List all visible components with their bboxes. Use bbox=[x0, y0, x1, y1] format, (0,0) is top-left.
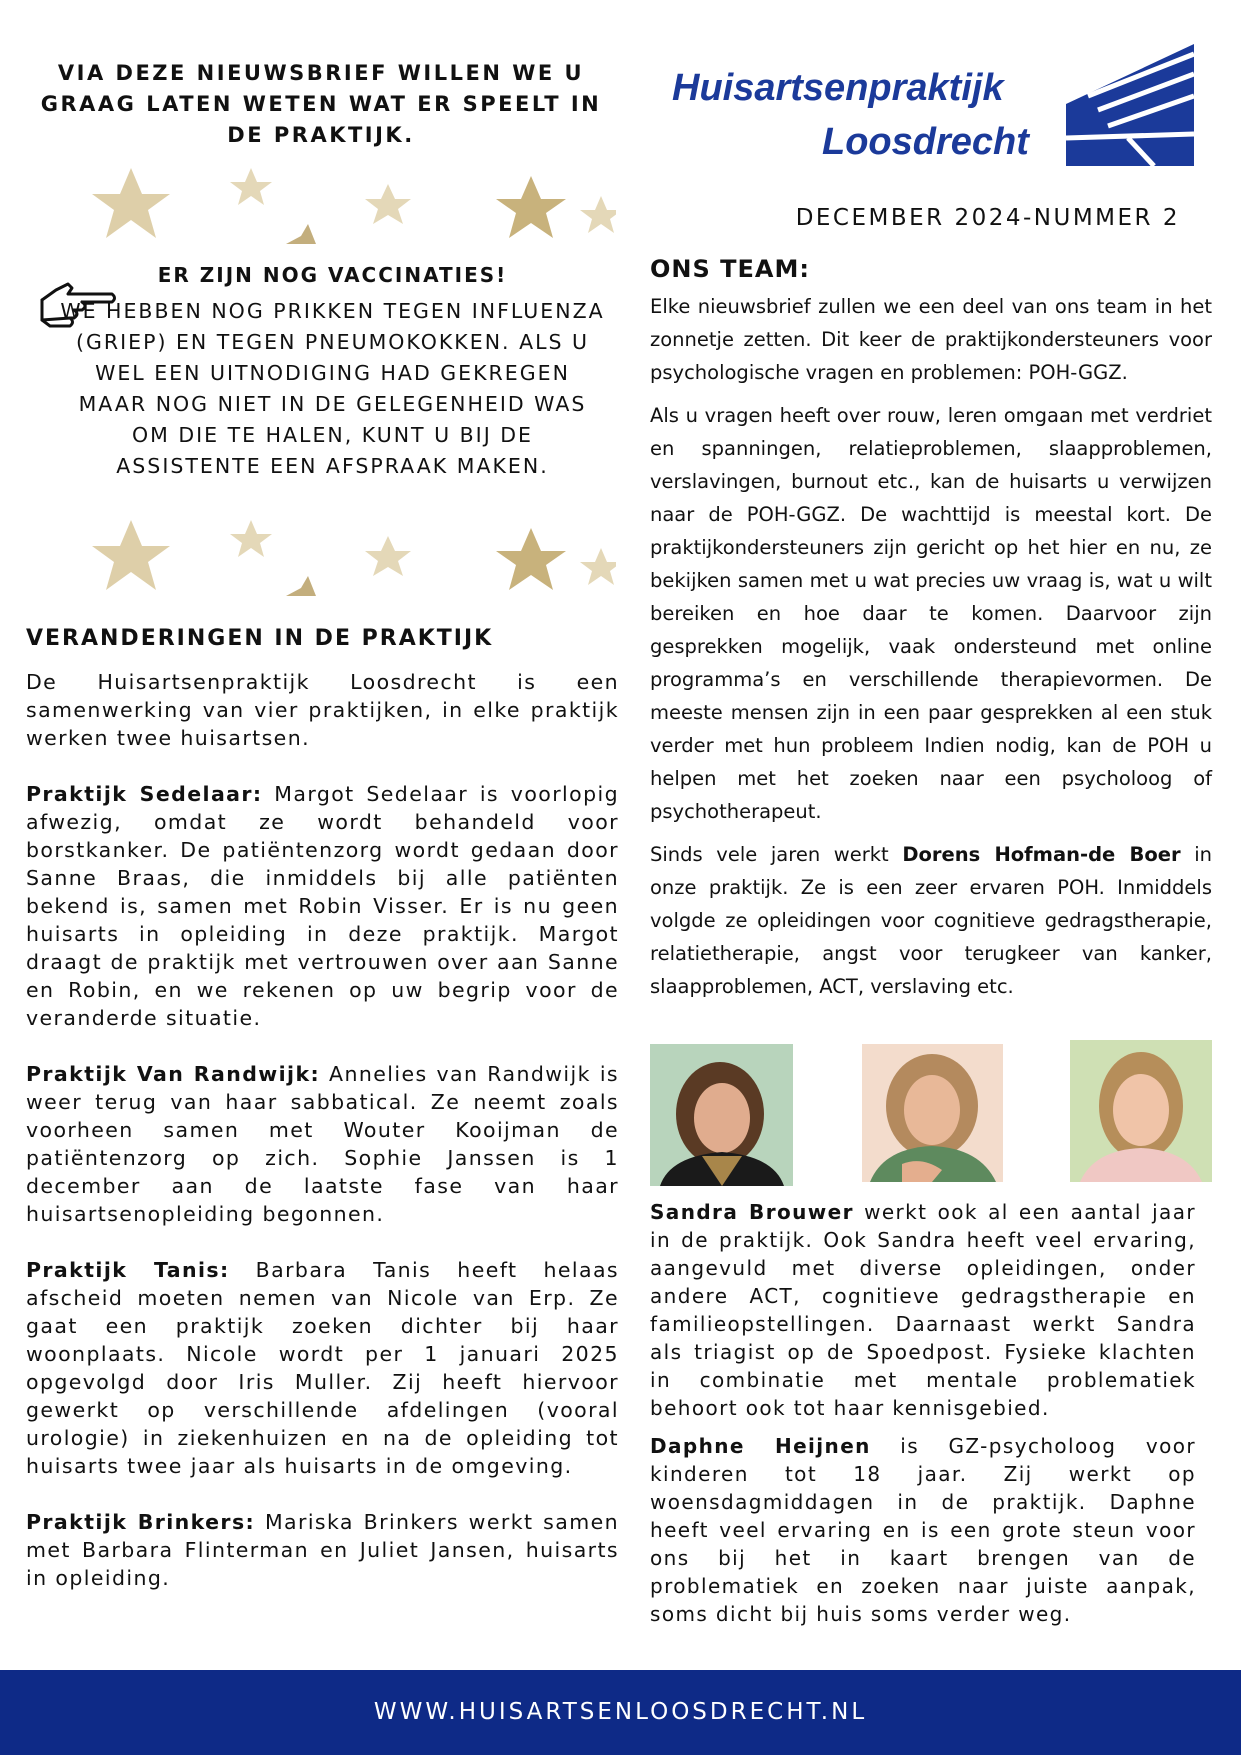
practice-name: Praktijk Sedelaar: bbox=[26, 782, 263, 806]
text-span: is GZ-psycholoog voor kinderen tot 18 jaar. Zij werkt op woensdagmiddagen in de praktijk. Daphne heeft veel ervaring en is een grote steun voor ons bij het in kaart brengen van de problematiek en zoeken naar juiste aanpak, soms dicht bij huis soms verder weg. bbox=[650, 1434, 1196, 1626]
team-poh-description: Als u vragen heeft over rouw, leren omgaan met verdriet en spanningen, relatieproblemen, slaapproblemen, verslavingen, burnout etc., kan de huisarts u verwijzen naar de POH-GGZ. De wachttijd is meestal kort. De praktijkondersteuners zijn gericht op het hier en nu, ze bekijken samen met u wat precies uw vraag is, wat u wilt bereiken en hoe daar te komen. Daarvoor zijn gesprekken mogelijk, vaak ondersteund met online programma’s en verschillende therapievormen. De meeste mensen zijn in een paar gesprekken al een stuk verder met hun probleem Indien nodig, kan de POH u helpen met het zoeken naar een psycholoog of psychotherapeut. bbox=[650, 404, 1212, 823]
stars-decoration-top bbox=[86, 166, 616, 244]
vaccination-body: WE HEBBEN NOG PRIKKEN TEGEN INFLUENZA (GRIEP) EN TEGEN PNEUMOKOKKEN. ALS U WEL EEN UITNODIGING HAD GEKREGEN MAAR NOG NIET IN DE GELEGENHEID WAS OM DIE TE HALEN, KUNT U BIJ DE ASSISTENTE EEN AFSPRAAK MAKEN. bbox=[60, 299, 605, 478]
person-name: Daphne Heijnen bbox=[650, 1434, 871, 1458]
photo-dorens bbox=[650, 1044, 793, 1186]
text-span: Sinds vele jaren werkt bbox=[650, 843, 903, 866]
team-intro: Elke nieuwsbrief zullen we een deel van ons team in het zonnetje zetten. Dit keer de praktijkondersteuners voor psychologische vragen en problemen: POH-GGZ. bbox=[650, 295, 1212, 384]
logo-line2: Loosdrecht bbox=[822, 121, 1029, 163]
person-name: Dorens Hofman-de Boer bbox=[902, 843, 1181, 866]
team-body bbox=[650, 290, 1212, 1013]
changes-body bbox=[26, 668, 619, 1620]
photo-daphne bbox=[1070, 1040, 1212, 1182]
practice-text: Barbara Tanis heeft helaas afscheid moeten nemen van Nicole van Erp. Ze gaat een praktijk zoeken dichter bij haar woonplaats. Nicole wordt per 1 januari 2025 opgevolgd door Iris Muller. Zij heeft hiervoor gewerkt op verschillende afdelingen (vooral urologie) in ziekenhuizen en na de opleiding tot huisarts twee jaar als huisarts in de omgeving. bbox=[26, 1258, 620, 1478]
text-span: in onze praktijk. Ze is een zeer ervaren POH. Inmiddels volgde ze opleidingen voor cognitieve gedragstherapie, relatietherapie, angst voor terugkeer van kanker, slaapproblemen, ACT, verslaving etc. bbox=[650, 843, 1213, 998]
team-body-continued bbox=[650, 1198, 1196, 1638]
text-span: werkt ook al een aantal jaar in de praktijk. Ook Sandra heeft veel ervaring, aangevuld met diverse opleidingen, onder andere ACT, cognitieve gedragstherapie en familieopstellingen. Daarnaast werkt Sandra als triagist op de Spoedpost. Fysieke klachten in combinatie met mentale problematiek behoort ook tot haar kennisgebied. bbox=[650, 1200, 1196, 1420]
practice-logo bbox=[660, 40, 1200, 170]
issue-label: DECEMBER 2024-NUMMER 2 bbox=[795, 205, 1180, 231]
stars-decoration-bottom bbox=[86, 518, 616, 596]
practice-name: Praktijk Tanis: bbox=[26, 1258, 230, 1282]
changes-intro: De Huisartsenpraktijk Loosdrecht is een samenwerking van vier praktijken, in elke praktijk werken twee huisartsen. bbox=[26, 670, 619, 750]
changes-title: VERANDERINGEN IN DE PRAKTIJK bbox=[26, 626, 494, 651]
practice-name: Praktijk Brinkers: bbox=[26, 1510, 256, 1534]
practice-sedelaar bbox=[26, 780, 619, 1032]
practice-name: Praktijk Van Randwijk: bbox=[26, 1062, 321, 1086]
person-name: Sandra Brouwer bbox=[650, 1200, 854, 1224]
logo-line1: Huisartsenpraktijk bbox=[672, 67, 1004, 109]
vaccination-title: ER ZIJN NOG VACCINATIES! bbox=[157, 263, 508, 287]
practice-tanis bbox=[26, 1256, 619, 1480]
practice-brinkers bbox=[26, 1508, 619, 1592]
practice-text: Margot Sedelaar is voorlopig afwezig, omdat ze wordt behandeld voor borstkanker. De patiëntenzorg wordt gedaan door Sanne Braas, die inmiddels bij alle patiënten bekend is, samen met Robin Visser. Er is nu geen huisarts in opleiding in deze praktijk. Margot draagt de praktijk met vertrouwen over aan Sanne en Robin, en we rekenen op uw begrip voor de veranderde situatie. bbox=[26, 782, 619, 1030]
footer-website-link[interactable]: WWW.HUISARTSENLOOSDRECHT.NL bbox=[373, 1699, 868, 1725]
team-dorens bbox=[650, 838, 1212, 1003]
practice-van-randwijk bbox=[26, 1060, 619, 1228]
newsletter-intro: VIA DEZE NIEUWSBRIEF WILLEN WE U GRAAG LATEN WETEN WAT ER SPEELT IN DE PRAKTIJK. bbox=[40, 61, 602, 147]
photo-sandra bbox=[862, 1044, 1003, 1182]
practice-text: Annelies van Randwijk is weer terug van haar sabbatical. Ze neemt zoals voorheen samen met Wouter Kooijman de patiëntenzorg op zich. Sophie Janssen is 1 december aan de laatste fase van haar huisartsenopleiding begonnen. bbox=[26, 1062, 620, 1226]
logo-mark-icon bbox=[1058, 44, 1194, 170]
practice-text: Mariska Brinkers werkt samen met Barbara Flinterman en Juliet Jansen, huisarts in opleiding. bbox=[26, 1510, 619, 1590]
team-title: ONS TEAM: bbox=[650, 255, 810, 283]
team-sandra bbox=[650, 1198, 1196, 1422]
team-daphne bbox=[650, 1432, 1196, 1628]
